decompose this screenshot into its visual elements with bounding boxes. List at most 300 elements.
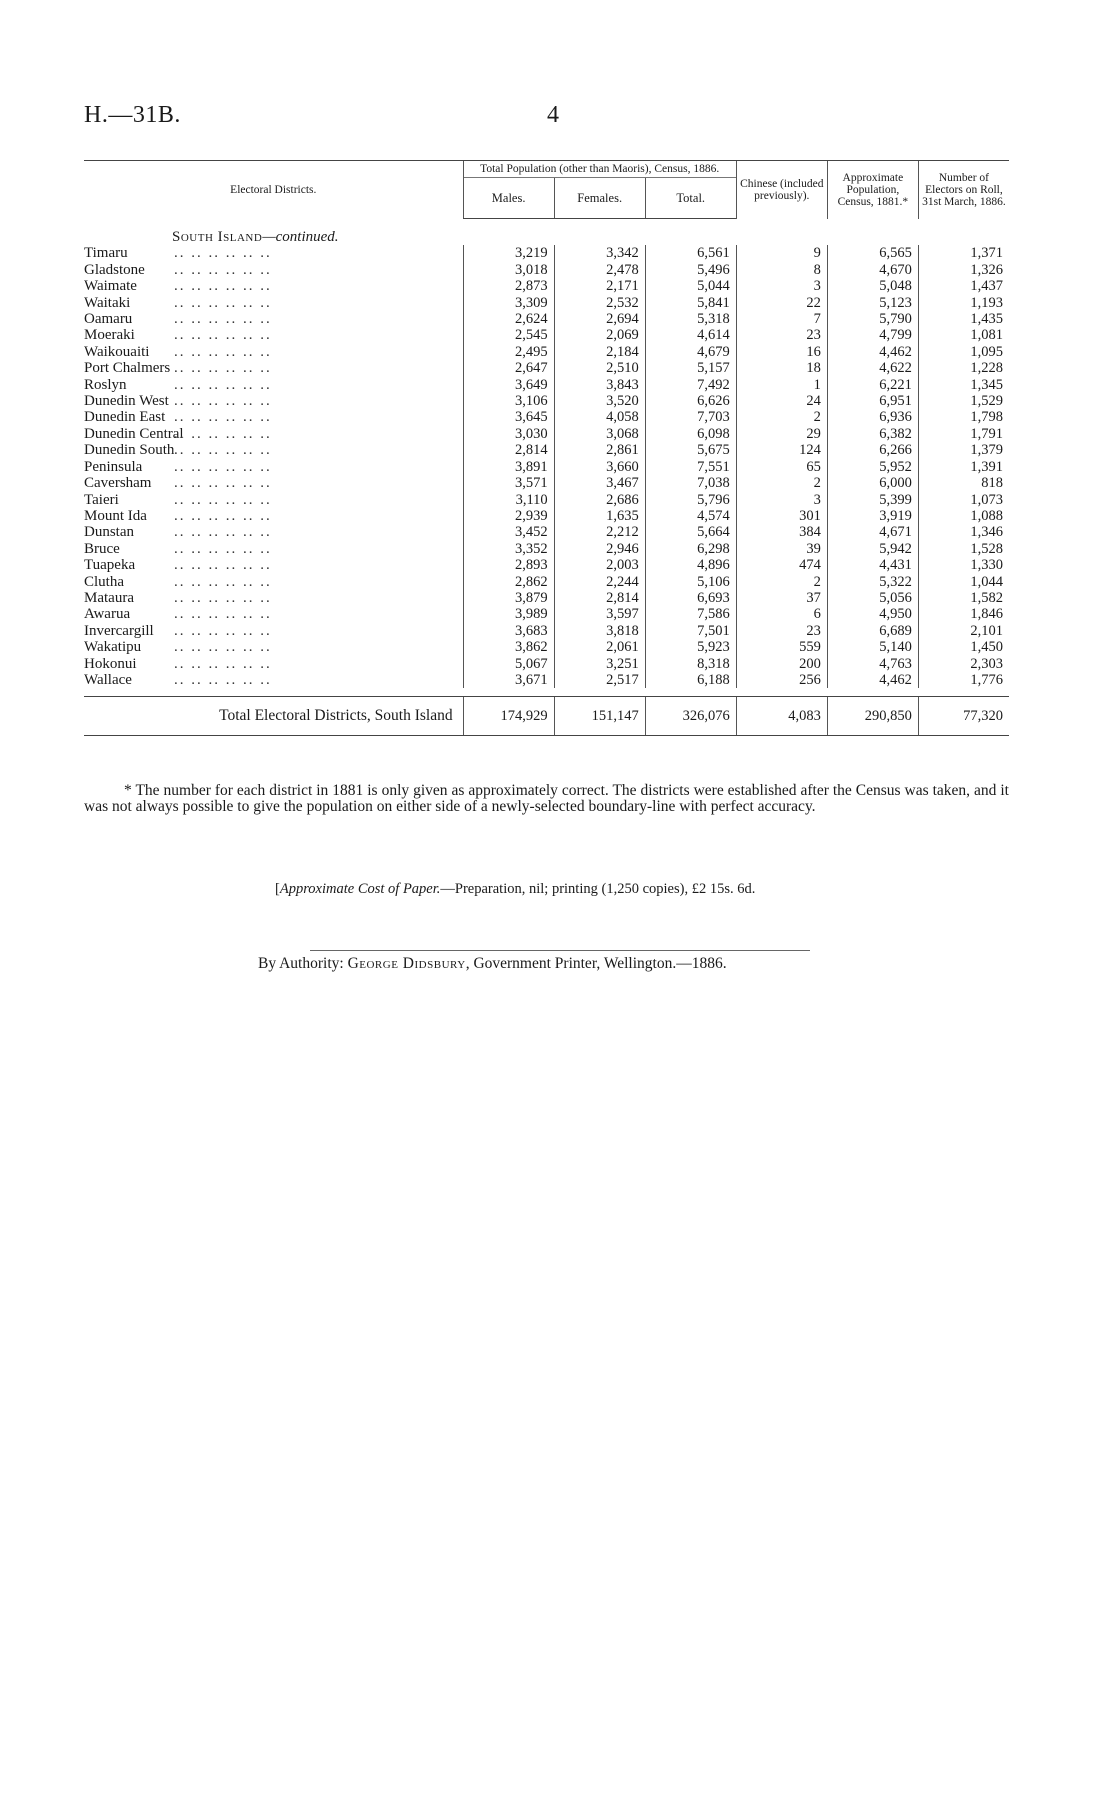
district-name: Mount Ida bbox=[84, 507, 147, 524]
value-cell: 384 bbox=[736, 524, 827, 540]
leader-dots: .. .. .. .. .. .. bbox=[174, 606, 272, 623]
value-cell: 5,157 bbox=[645, 360, 736, 376]
value-cell: 6,936 bbox=[827, 409, 918, 425]
table-row bbox=[84, 590, 1009, 606]
value-cell: 4,431 bbox=[827, 557, 918, 573]
district-cell bbox=[84, 639, 463, 655]
spacer-cell bbox=[84, 688, 1009, 697]
leader-dots: .. .. .. .. .. .. bbox=[174, 671, 272, 688]
footnote bbox=[84, 783, 1009, 815]
value-cell: 4,574 bbox=[645, 508, 736, 524]
district-cell bbox=[84, 262, 463, 278]
value-cell: 5,675 bbox=[645, 442, 736, 458]
leader-dots: .. .. .. .. .. .. bbox=[174, 311, 272, 328]
district-cell bbox=[84, 360, 463, 376]
value-cell: 3,671 bbox=[463, 672, 554, 688]
table-row bbox=[84, 475, 1009, 491]
value-cell: 5,318 bbox=[645, 311, 736, 327]
leader-dots: .. .. .. .. .. .. bbox=[174, 294, 272, 311]
district-name: Tuapeka bbox=[84, 557, 136, 574]
value-cell: 1,437 bbox=[918, 278, 1009, 294]
leader-dots: .. .. .. .. .. .. bbox=[174, 557, 272, 574]
cost-details: —Preparation, nil; printing (1,250 copies), £2 15s. 6d. bbox=[440, 881, 756, 897]
value-cell: 1,776 bbox=[918, 672, 1009, 688]
leader-dots: .. .. .. .. .. .. bbox=[174, 639, 272, 656]
value-cell: 4,671 bbox=[827, 524, 918, 540]
value-cell: 2 bbox=[736, 409, 827, 425]
value-cell: 2,686 bbox=[554, 492, 645, 508]
value-cell: 3,660 bbox=[554, 459, 645, 475]
value-cell: 6,000 bbox=[827, 475, 918, 491]
table-row bbox=[84, 672, 1009, 688]
value-cell: 8 bbox=[736, 262, 827, 278]
section-label: South Island bbox=[172, 229, 263, 245]
table-body bbox=[84, 219, 1009, 736]
value-cell: 3,919 bbox=[827, 508, 918, 524]
leader-dots: .. .. .. .. .. .. bbox=[174, 573, 272, 590]
value-cell: 2,478 bbox=[554, 262, 645, 278]
value-cell: 6,565 bbox=[827, 245, 918, 261]
value-cell: 16 bbox=[736, 344, 827, 360]
value-cell: 3,645 bbox=[463, 409, 554, 425]
leader-dots: .. .. .. .. .. .. bbox=[174, 327, 272, 344]
district-name: Timaru bbox=[84, 245, 128, 262]
value-cell: 1,193 bbox=[918, 295, 1009, 311]
value-cell: 1,846 bbox=[918, 606, 1009, 622]
value-cell: 5,796 bbox=[645, 492, 736, 508]
value-cell: 22 bbox=[736, 295, 827, 311]
district-cell bbox=[84, 508, 463, 524]
cost-prefix: [ bbox=[275, 881, 280, 897]
value-cell: 2,814 bbox=[554, 590, 645, 606]
table-row bbox=[84, 245, 1009, 261]
value-cell: 1,582 bbox=[918, 590, 1009, 606]
district-cell bbox=[84, 656, 463, 672]
value-cell: 6,098 bbox=[645, 426, 736, 442]
value-cell: 6,298 bbox=[645, 541, 736, 557]
district-name: Mataura bbox=[84, 589, 134, 606]
leader-dots: .. .. .. .. .. .. bbox=[174, 655, 272, 672]
table-row bbox=[84, 541, 1009, 557]
value-cell: 2,171 bbox=[554, 278, 645, 294]
value-cell: 1,379 bbox=[918, 442, 1009, 458]
district-cell bbox=[84, 327, 463, 343]
divider-rule bbox=[310, 950, 810, 951]
value-cell: 2,624 bbox=[463, 311, 554, 327]
value-cell: 2,939 bbox=[463, 508, 554, 524]
value-cell: 3,989 bbox=[463, 606, 554, 622]
district-cell bbox=[84, 426, 463, 442]
value-cell: 1,798 bbox=[918, 409, 1009, 425]
page-number: 4 bbox=[547, 102, 559, 128]
value-cell: 2,244 bbox=[554, 574, 645, 590]
value-cell: 3,068 bbox=[554, 426, 645, 442]
table-row bbox=[84, 393, 1009, 409]
total-label: Total Electoral Districts, South Island bbox=[84, 697, 463, 736]
value-cell: 1,450 bbox=[918, 639, 1009, 655]
table-row bbox=[84, 278, 1009, 294]
total-value: 326,076 bbox=[645, 697, 736, 736]
value-cell: 5,841 bbox=[645, 295, 736, 311]
value-cell: 1,044 bbox=[918, 574, 1009, 590]
district-cell bbox=[84, 475, 463, 491]
value-cell: 7,492 bbox=[645, 377, 736, 393]
value-cell: 4,462 bbox=[827, 344, 918, 360]
leader-dots: .. .. .. .. .. .. bbox=[174, 540, 272, 557]
total-row bbox=[84, 697, 1009, 736]
value-cell: 4,763 bbox=[827, 656, 918, 672]
district-cell bbox=[84, 541, 463, 557]
value-cell: 3,309 bbox=[463, 295, 554, 311]
value-cell: 2,184 bbox=[554, 344, 645, 360]
value-cell: 3,862 bbox=[463, 639, 554, 655]
district-cell bbox=[84, 245, 463, 261]
value-cell: 1,073 bbox=[918, 492, 1009, 508]
value-cell: 5,048 bbox=[827, 278, 918, 294]
authority-prefix: By Authority: bbox=[258, 955, 348, 972]
value-cell: 1,371 bbox=[918, 245, 1009, 261]
table-row bbox=[84, 459, 1009, 475]
table-row bbox=[84, 262, 1009, 278]
district-cell bbox=[84, 672, 463, 688]
document-reference: H.—31B. bbox=[84, 102, 181, 128]
value-cell: 2,303 bbox=[918, 656, 1009, 672]
value-cell: 559 bbox=[736, 639, 827, 655]
value-cell: 2,517 bbox=[554, 672, 645, 688]
district-cell bbox=[84, 590, 463, 606]
value-cell: 2,212 bbox=[554, 524, 645, 540]
value-cell: 200 bbox=[736, 656, 827, 672]
value-cell: 5,664 bbox=[645, 524, 736, 540]
value-cell: 1,791 bbox=[918, 426, 1009, 442]
table-row bbox=[84, 377, 1009, 393]
value-cell: 3,342 bbox=[554, 245, 645, 261]
value-cell: 2,861 bbox=[554, 442, 645, 458]
value-cell: 7,586 bbox=[645, 606, 736, 622]
value-cell: 3,520 bbox=[554, 393, 645, 409]
value-cell: 124 bbox=[736, 442, 827, 458]
value-cell: 5,942 bbox=[827, 541, 918, 557]
value-cell: 1,391 bbox=[918, 459, 1009, 475]
district-cell bbox=[84, 393, 463, 409]
table-row bbox=[84, 524, 1009, 540]
value-cell: 1,345 bbox=[918, 377, 1009, 393]
district-cell bbox=[84, 278, 463, 294]
value-cell: 4,799 bbox=[827, 327, 918, 343]
total-value: 174,929 bbox=[463, 697, 554, 736]
value-cell: 6,626 bbox=[645, 393, 736, 409]
header-electors: Number of Electors on Roll, 31st March, 1886. bbox=[918, 161, 1009, 219]
value-cell: 5,123 bbox=[827, 295, 918, 311]
district-name: Gladstone bbox=[84, 261, 145, 278]
value-cell: 3,467 bbox=[554, 475, 645, 491]
value-cell: 4,679 bbox=[645, 344, 736, 360]
value-cell: 2,061 bbox=[554, 639, 645, 655]
value-cell: 4,950 bbox=[827, 606, 918, 622]
value-cell: 2,545 bbox=[463, 327, 554, 343]
leader-dots: .. .. .. .. .. .. bbox=[174, 589, 272, 606]
value-cell: 3,571 bbox=[463, 475, 554, 491]
district-name: Roslyn bbox=[84, 376, 127, 393]
value-cell: 7 bbox=[736, 311, 827, 327]
table-row bbox=[84, 311, 1009, 327]
leader-dots: .. .. .. .. .. .. bbox=[174, 425, 272, 442]
value-cell: 7,038 bbox=[645, 475, 736, 491]
value-cell: 6,382 bbox=[827, 426, 918, 442]
district-cell bbox=[84, 524, 463, 540]
table-row bbox=[84, 557, 1009, 573]
district-name: Dunedin South bbox=[84, 442, 175, 459]
district-cell bbox=[84, 606, 463, 622]
value-cell: 2,069 bbox=[554, 327, 645, 343]
value-cell: 1,435 bbox=[918, 311, 1009, 327]
value-cell: 23 bbox=[736, 623, 827, 639]
header-approx-population: Approximate Population, Census, 1881.* bbox=[827, 161, 918, 219]
table-row bbox=[84, 623, 1009, 639]
leader-dots: .. .. .. .. .. .. bbox=[174, 245, 272, 262]
value-cell: 1,635 bbox=[554, 508, 645, 524]
leader-dots: .. .. .. .. .. .. bbox=[174, 442, 272, 459]
district-cell bbox=[84, 459, 463, 475]
value-cell: 5,322 bbox=[827, 574, 918, 590]
value-cell: 1,330 bbox=[918, 557, 1009, 573]
value-cell: 6,689 bbox=[827, 623, 918, 639]
total-value: 4,083 bbox=[736, 697, 827, 736]
value-cell: 7,703 bbox=[645, 409, 736, 425]
header-total: Total. bbox=[645, 178, 736, 219]
header-females: Females. bbox=[554, 178, 645, 219]
district-cell bbox=[84, 409, 463, 425]
value-cell: 4,614 bbox=[645, 327, 736, 343]
value-cell: 3 bbox=[736, 278, 827, 294]
value-cell: 24 bbox=[736, 393, 827, 409]
value-cell: 301 bbox=[736, 508, 827, 524]
value-cell: 1,528 bbox=[918, 541, 1009, 557]
value-cell: 1,529 bbox=[918, 393, 1009, 409]
value-cell: 2,862 bbox=[463, 574, 554, 590]
value-cell: 6,693 bbox=[645, 590, 736, 606]
district-cell bbox=[84, 623, 463, 639]
value-cell: 2 bbox=[736, 475, 827, 491]
cost-label: Approximate Cost of Paper. bbox=[279, 881, 441, 897]
table-row bbox=[84, 656, 1009, 672]
district-name: Wallace bbox=[84, 671, 132, 688]
table-row bbox=[84, 442, 1009, 458]
value-cell: 2,647 bbox=[463, 360, 554, 376]
value-cell: 6,188 bbox=[645, 672, 736, 688]
value-cell: 5,106 bbox=[645, 574, 736, 590]
table-row bbox=[84, 574, 1009, 590]
value-cell: 6 bbox=[736, 606, 827, 622]
total-value: 151,147 bbox=[554, 697, 645, 736]
district-name: Clutha bbox=[84, 573, 124, 590]
leader-dots: .. .. .. .. .. .. bbox=[174, 261, 272, 278]
table-row bbox=[84, 327, 1009, 343]
value-cell: 1,346 bbox=[918, 524, 1009, 540]
value-cell: 2,532 bbox=[554, 295, 645, 311]
district-cell bbox=[84, 311, 463, 327]
table-row bbox=[84, 606, 1009, 622]
value-cell: 5,140 bbox=[827, 639, 918, 655]
value-cell: 4,462 bbox=[827, 672, 918, 688]
value-cell: 8,318 bbox=[645, 656, 736, 672]
leader-dots: .. .. .. .. .. .. bbox=[174, 360, 272, 377]
section-suffix: —continued. bbox=[262, 229, 339, 245]
value-cell: 3,106 bbox=[463, 393, 554, 409]
value-cell: 23 bbox=[736, 327, 827, 343]
value-cell: 1,326 bbox=[918, 262, 1009, 278]
value-cell: 2 bbox=[736, 574, 827, 590]
value-cell: 2,003 bbox=[554, 557, 645, 573]
leader-dots: .. .. .. .. .. .. bbox=[174, 376, 272, 393]
value-cell: 5,067 bbox=[463, 656, 554, 672]
value-cell: 6,951 bbox=[827, 393, 918, 409]
value-cell: 7,551 bbox=[645, 459, 736, 475]
district-cell bbox=[84, 377, 463, 393]
value-cell: 65 bbox=[736, 459, 827, 475]
value-cell: 29 bbox=[736, 426, 827, 442]
value-cell: 3,879 bbox=[463, 590, 554, 606]
value-cell: 4,670 bbox=[827, 262, 918, 278]
district-name: Wakatipu bbox=[84, 639, 142, 656]
district-name: Port Chalmers bbox=[84, 360, 171, 377]
table-row bbox=[84, 295, 1009, 311]
value-cell: 3,251 bbox=[554, 656, 645, 672]
value-cell: 4,622 bbox=[827, 360, 918, 376]
value-cell: 256 bbox=[736, 672, 827, 688]
leader-dots: .. .. .. .. .. .. bbox=[174, 458, 272, 475]
district-name: Waikouaiti bbox=[84, 343, 150, 360]
authority-rest: , Government Printer, Wellington.—1886. bbox=[465, 955, 727, 972]
value-cell: 4,896 bbox=[645, 557, 736, 573]
district-name: Dunstan bbox=[84, 524, 134, 541]
value-cell: 7,501 bbox=[645, 623, 736, 639]
value-cell: 6,221 bbox=[827, 377, 918, 393]
leader-dots: .. .. .. .. .. .. bbox=[174, 622, 272, 639]
value-cell: 2,893 bbox=[463, 557, 554, 573]
leader-dots: .. .. .. .. .. .. bbox=[174, 393, 272, 410]
district-name: Taieri bbox=[84, 491, 119, 508]
value-cell: 2,694 bbox=[554, 311, 645, 327]
value-cell: 3 bbox=[736, 492, 827, 508]
district-name: Bruce bbox=[84, 540, 120, 557]
value-cell: 2,101 bbox=[918, 623, 1009, 639]
leader-dots: .. .. .. .. .. .. bbox=[174, 507, 272, 524]
value-cell: 3,219 bbox=[463, 245, 554, 261]
section-heading bbox=[84, 219, 1009, 246]
census-table bbox=[84, 160, 1009, 736]
value-cell: 5,952 bbox=[827, 459, 918, 475]
value-cell: 1 bbox=[736, 377, 827, 393]
header-electoral-districts: Electoral Districts. bbox=[84, 161, 463, 219]
value-cell: 3,683 bbox=[463, 623, 554, 639]
value-cell: 4,058 bbox=[554, 409, 645, 425]
value-cell: 3,452 bbox=[463, 524, 554, 540]
leader-dots: .. .. .. .. .. .. bbox=[174, 343, 272, 360]
district-name: Oamaru bbox=[84, 311, 133, 328]
district-name: Peninsula bbox=[84, 458, 143, 475]
spacer-row bbox=[84, 688, 1009, 697]
footnote-text: * The number for each district in 1881 is only given as approximately correct. The districts were established after the Census was taken, and it was not always possible to give the population on either side of a newly-selected boundary-line with perfect accuracy. bbox=[84, 782, 1009, 815]
value-cell: 5,790 bbox=[827, 311, 918, 327]
header-chinese: Chinese (included previously). bbox=[736, 161, 827, 219]
table-row bbox=[84, 360, 1009, 376]
district-name: Dunedin West bbox=[84, 393, 169, 410]
district-name: Invercargill bbox=[84, 622, 154, 639]
value-cell: 3,843 bbox=[554, 377, 645, 393]
leader-dots: .. .. .. .. .. .. bbox=[174, 475, 272, 492]
value-cell: 5,044 bbox=[645, 278, 736, 294]
district-cell bbox=[84, 344, 463, 360]
value-cell: 3,352 bbox=[463, 541, 554, 557]
section-row bbox=[84, 219, 1009, 246]
total-value: 77,320 bbox=[918, 697, 1009, 736]
value-cell: 818 bbox=[918, 475, 1009, 491]
value-cell: 2,814 bbox=[463, 442, 554, 458]
value-cell: 18 bbox=[736, 360, 827, 376]
district-cell bbox=[84, 557, 463, 573]
table-row bbox=[84, 344, 1009, 360]
district-cell bbox=[84, 442, 463, 458]
value-cell: 37 bbox=[736, 590, 827, 606]
value-cell: 5,399 bbox=[827, 492, 918, 508]
value-cell: 5,056 bbox=[827, 590, 918, 606]
district-name: Moeraki bbox=[84, 327, 135, 344]
value-cell: 3,891 bbox=[463, 459, 554, 475]
value-cell: 3,030 bbox=[463, 426, 554, 442]
table-row bbox=[84, 426, 1009, 442]
header-total-population: Total Population (other than Maoris), Census, 1886. bbox=[463, 161, 736, 178]
value-cell: 474 bbox=[736, 557, 827, 573]
value-cell: 1,228 bbox=[918, 360, 1009, 376]
district-name: Waitaki bbox=[84, 294, 131, 311]
header-males: Males. bbox=[463, 178, 554, 219]
leader-dots: .. .. .. .. .. .. bbox=[174, 524, 272, 541]
value-cell: 3,649 bbox=[463, 377, 554, 393]
table-row bbox=[84, 409, 1009, 425]
table-row bbox=[84, 508, 1009, 524]
value-cell: 9 bbox=[736, 245, 827, 261]
value-cell: 2,510 bbox=[554, 360, 645, 376]
value-cell: 5,923 bbox=[645, 639, 736, 655]
printer-authority bbox=[258, 955, 727, 973]
value-cell: 2,495 bbox=[463, 344, 554, 360]
value-cell: 3,018 bbox=[463, 262, 554, 278]
value-cell: 6,561 bbox=[645, 245, 736, 261]
district-name: Hokonui bbox=[84, 655, 137, 672]
printer-name: George Didsbury bbox=[347, 955, 466, 972]
leader-dots: .. .. .. .. .. .. bbox=[174, 491, 272, 508]
district-cell bbox=[84, 295, 463, 311]
value-cell: 39 bbox=[736, 541, 827, 557]
leader-dots: .. .. .. .. .. .. bbox=[174, 409, 272, 426]
value-cell: 5,496 bbox=[645, 262, 736, 278]
value-cell: 2,873 bbox=[463, 278, 554, 294]
value-cell: 1,088 bbox=[918, 508, 1009, 524]
table-row bbox=[84, 492, 1009, 508]
table-row bbox=[84, 639, 1009, 655]
value-cell: 2,946 bbox=[554, 541, 645, 557]
district-name: Caversham bbox=[84, 475, 152, 492]
district-name: Dunedin East bbox=[84, 409, 166, 426]
total-value: 290,850 bbox=[827, 697, 918, 736]
district-name: Awarua bbox=[84, 606, 131, 623]
district-cell bbox=[84, 574, 463, 590]
district-cell bbox=[84, 492, 463, 508]
cost-of-paper bbox=[275, 881, 755, 898]
value-cell: 1,081 bbox=[918, 327, 1009, 343]
value-cell: 3,597 bbox=[554, 606, 645, 622]
